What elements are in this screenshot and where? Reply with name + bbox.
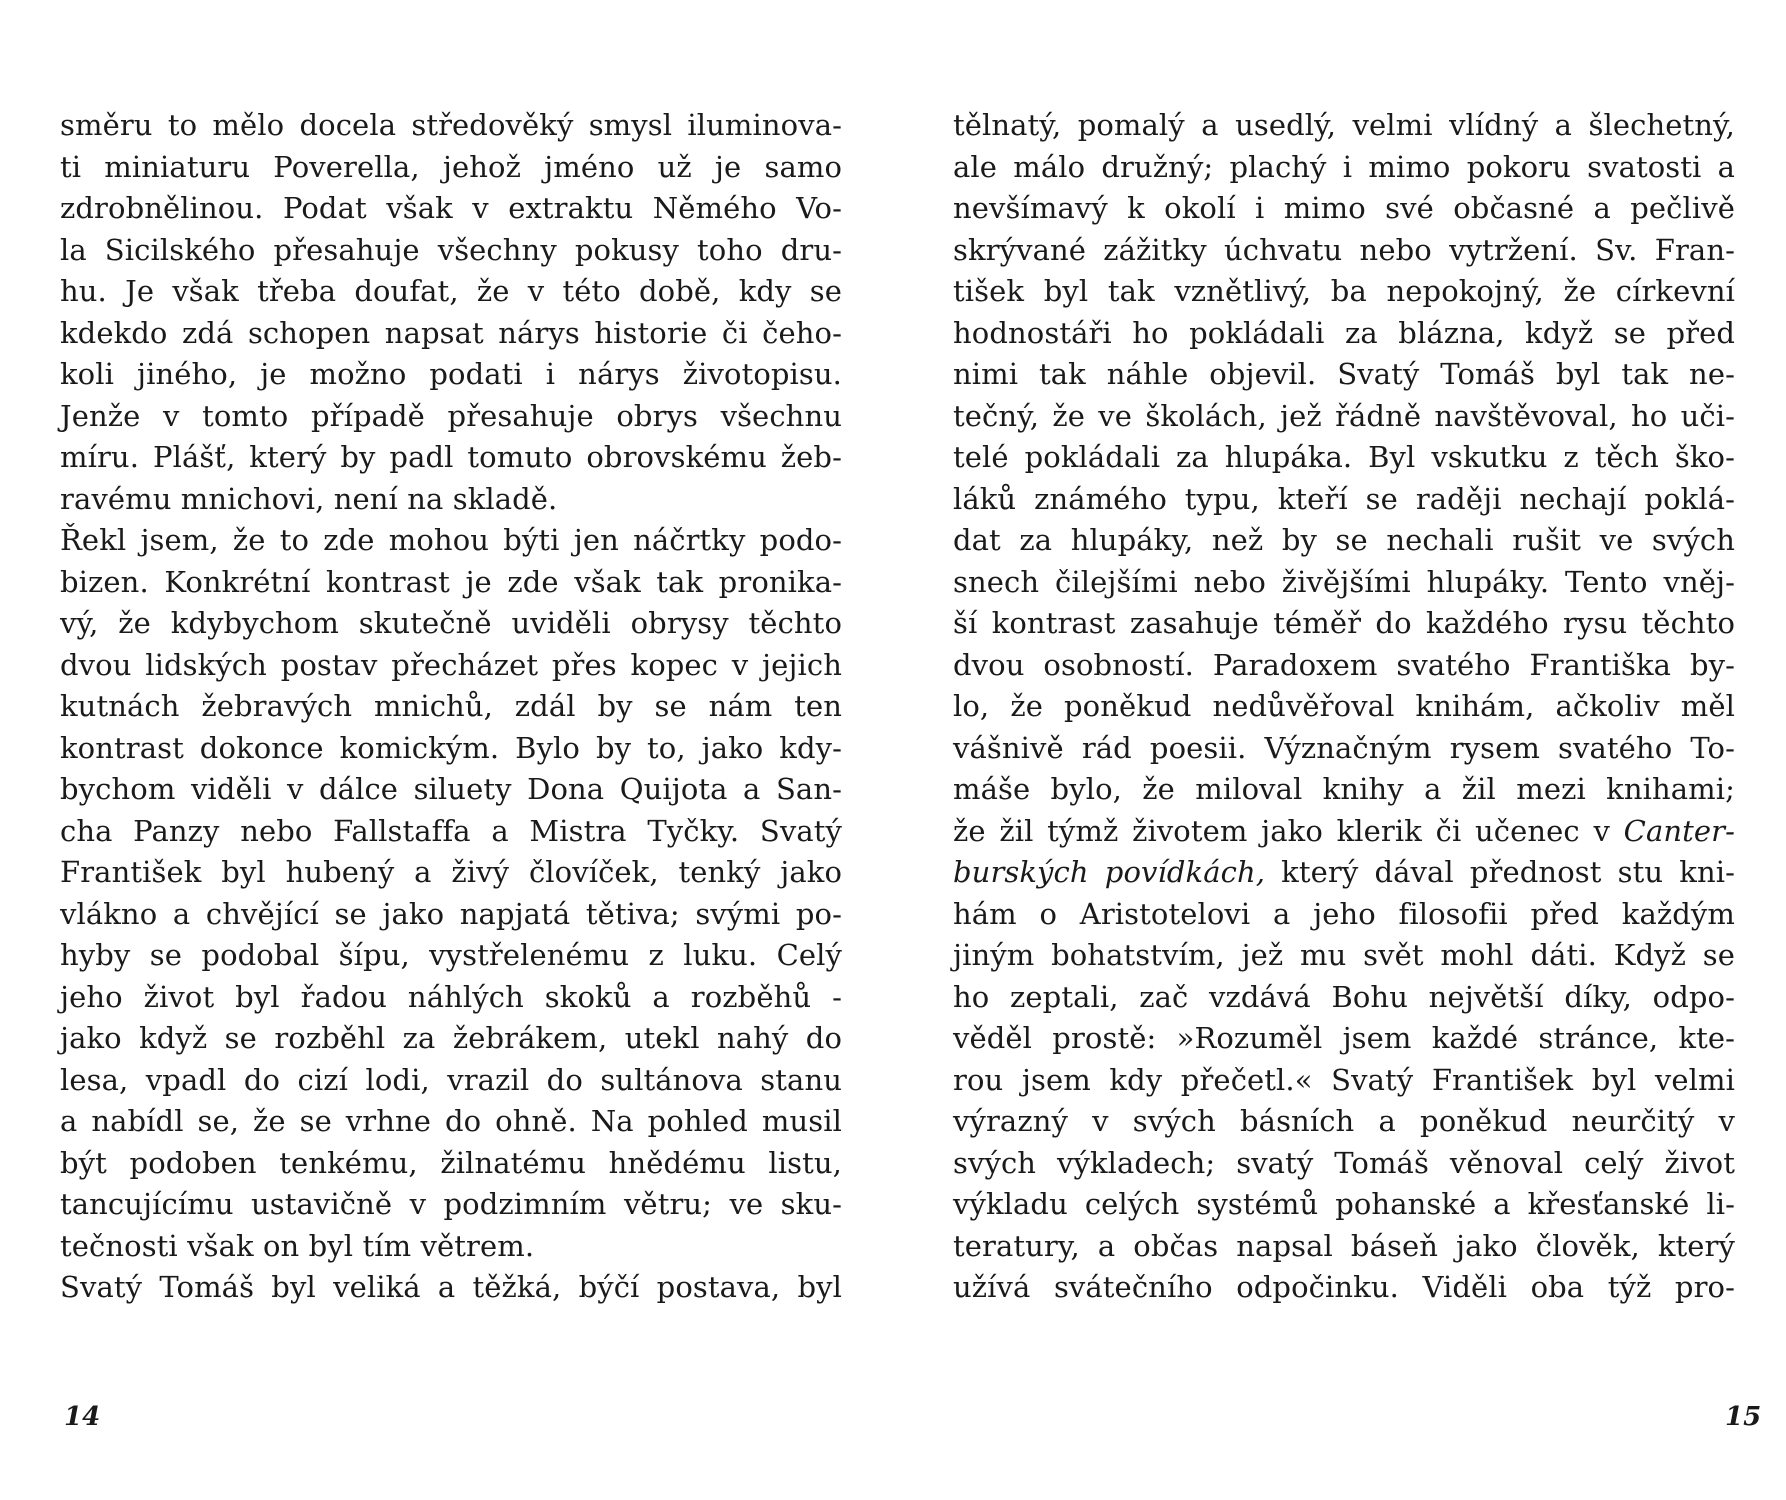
text-line: lesa, vpadl do cizí lodi, vrazil do sultánova stanu <box>60 1062 842 1097</box>
text-line: láků známého typu, kteří se raději nechají poklá- <box>953 481 1735 516</box>
text-line: kontrast dokonce komickým. Bylo by to, jako kdy- <box>60 730 842 765</box>
text-line: ti miniaturu Poverella, jehož jméno už je samo <box>60 149 842 184</box>
text-line: la Sicilského přesahuje všechny pokusy toho dru- <box>60 232 842 267</box>
text-line: cha Panzy nebo Fallstaffa a Mistra Tyčky. Svatý <box>60 813 842 848</box>
right-page-number: 15 <box>1725 1402 1762 1432</box>
text-line: burských povídkách, který dával přednost stu kni- <box>953 855 1735 889</box>
text-line: jeho život byl řadou náhlých skoků a rozběhů - <box>60 979 842 1014</box>
text-line: výkladu celých systémů pohanské a křesťanské li- <box>953 1187 1735 1221</box>
text-line: Řekl jsem, že to zde mohou býti jen náčrtky podo- <box>60 523 842 557</box>
text-line: vášnivě rád poesii. Význačným rysem svatého To- <box>953 730 1735 765</box>
text-line: že žil týmž životem jako klerik či učenec v Canter- <box>953 813 1735 848</box>
text-line: dvou osobností. Paradoxem svatého Františka by- <box>953 647 1735 682</box>
text-line: hodnostáři ho pokládali za blázna, když se před <box>953 315 1735 350</box>
text-line: vlákno a chvějící se jako napjatá tětiva; svými po- <box>60 896 842 931</box>
text-line: být podoben tenkému, žilnatému hnědému listu, <box>60 1145 842 1180</box>
text-line: hám o Aristotelovi a jeho filosofii před každým <box>953 896 1735 931</box>
italic-title: Canter- <box>1623 813 1735 848</box>
text-line: kdekdo zdá schopen napsat nárys historie či čeho- <box>60 315 842 350</box>
text-line: bychom viděli v dálce siluety Dona Quijota a San- <box>60 772 842 806</box>
text-line: ale málo družný; plachý i mimo pokoru svatosti a <box>953 149 1735 184</box>
text-line: tancujícímu ustavičně v podzimním větru; ve sku- <box>60 1187 842 1221</box>
text-line: ravému mnichovi, není na skladě. <box>60 481 558 516</box>
text-line: svých výkladech; svatý Tomáš věnoval celý život <box>953 1145 1735 1180</box>
text-line: lo, že poněkud nedůvěřoval knihám, ačkoliv měl <box>953 689 1735 723</box>
text-line: rou jsem kdy přečetl.« Svatý František byl velmi <box>953 1062 1735 1097</box>
text-line: ší kontrast zasahuje téměř do každého rysu těchto <box>953 606 1735 640</box>
text-line: jiným bohatstvím, jež mu svět mohl dáti. Když se <box>953 938 1735 972</box>
text-line: František byl hubený a živý človíček, tenký jako <box>60 855 842 889</box>
right-page-text <box>953 105 1735 1309</box>
text-line: skrývané zážitky úchvatu nebo vytržení. Sv. Fran- <box>953 232 1735 267</box>
text-line: tečnosti však on byl tím větrem. <box>60 1228 535 1263</box>
text-line: Jenže v tomto případě přesahuje obrys všechnu <box>60 398 842 433</box>
text-line: snech čilejšími nebo živějšími hlupáky. Tento vněj- <box>953 564 1735 599</box>
text-line: koli jiného, je možno podati i nárys životopisu. <box>60 357 842 391</box>
text-line: hyby se podobal šípu, vystřelenému z luku. Celý <box>60 938 842 972</box>
text-line: nevšímavý k okolí i mimo své občasné a pečlivě <box>953 191 1735 225</box>
text-line: telé pokládali za hlupáka. Byl vskutku z těch ško- <box>953 440 1735 474</box>
text-line: směru to mělo docela středověký smysl iluminova- <box>60 108 842 142</box>
left-page-number: 14 <box>64 1402 101 1432</box>
left-page-text <box>60 105 842 1309</box>
text-line: máše bylo, že miloval knihy a žil mezi knihami; <box>953 772 1735 806</box>
text-line: míru. Plášť, který by padl tomuto obrovskému žeb- <box>60 440 842 474</box>
text-line: tečný, že ve školách, jež řádně navštěvoval, ho uči- <box>953 398 1735 433</box>
italic-title: burských povídkách, <box>953 855 1266 889</box>
text-line: dvou lidských postav přecházet přes kopec v jejich <box>60 647 842 682</box>
text-line: Svatý Tomáš byl veliká a těžká, býčí postava, byl <box>60 1270 842 1304</box>
text-line: výrazný v svých básních a poněkud neurčitý v <box>953 1104 1735 1138</box>
text-line: hu. Je však třeba doufat, že v této době, kdy se <box>60 274 842 308</box>
text-line: a nabídl se, že se vrhne do ohně. Na pohled musil <box>60 1104 842 1138</box>
text-line: teratury, a občas napsal báseň jako člověk, který <box>953 1228 1735 1263</box>
text-line: zdrobnělinou. Podat však v extraktu Němého Vo- <box>60 191 842 225</box>
text-line: nimi tak náhle objevil. Svatý Tomáš byl tak ne- <box>953 357 1735 391</box>
text-line: dat za hlupáky, než by se nechali rušit ve svých <box>953 523 1735 557</box>
text-line: kutnách žebravých mnichů, zdál by se nám ten <box>60 689 842 723</box>
text-line: užívá svátečního odpočinku. Viděli oba týž pro- <box>953 1270 1735 1304</box>
right-page <box>893 0 1786 1500</box>
text-line: ho zeptali, zač vzdává Bohu největší díky, odpo- <box>953 979 1735 1014</box>
text-line: jako když se rozběhl za žebrákem, utekl nahý do <box>60 1021 842 1055</box>
text-line: vý, že kdybychom skutečně uviděli obrysy těchto <box>60 606 842 640</box>
text-line: bizen. Konkrétní kontrast je zde však tak pronika- <box>60 564 842 599</box>
text-line: tišek byl tak vznětlivý, ba nepokojný, že církevní <box>953 274 1735 308</box>
text-line: tělnatý, pomalý a usedlý, velmi vlídný a šlechetný, <box>953 108 1735 142</box>
text-line: věděl prostě: »Rozuměl jsem každé stránce, kte- <box>953 1021 1735 1055</box>
